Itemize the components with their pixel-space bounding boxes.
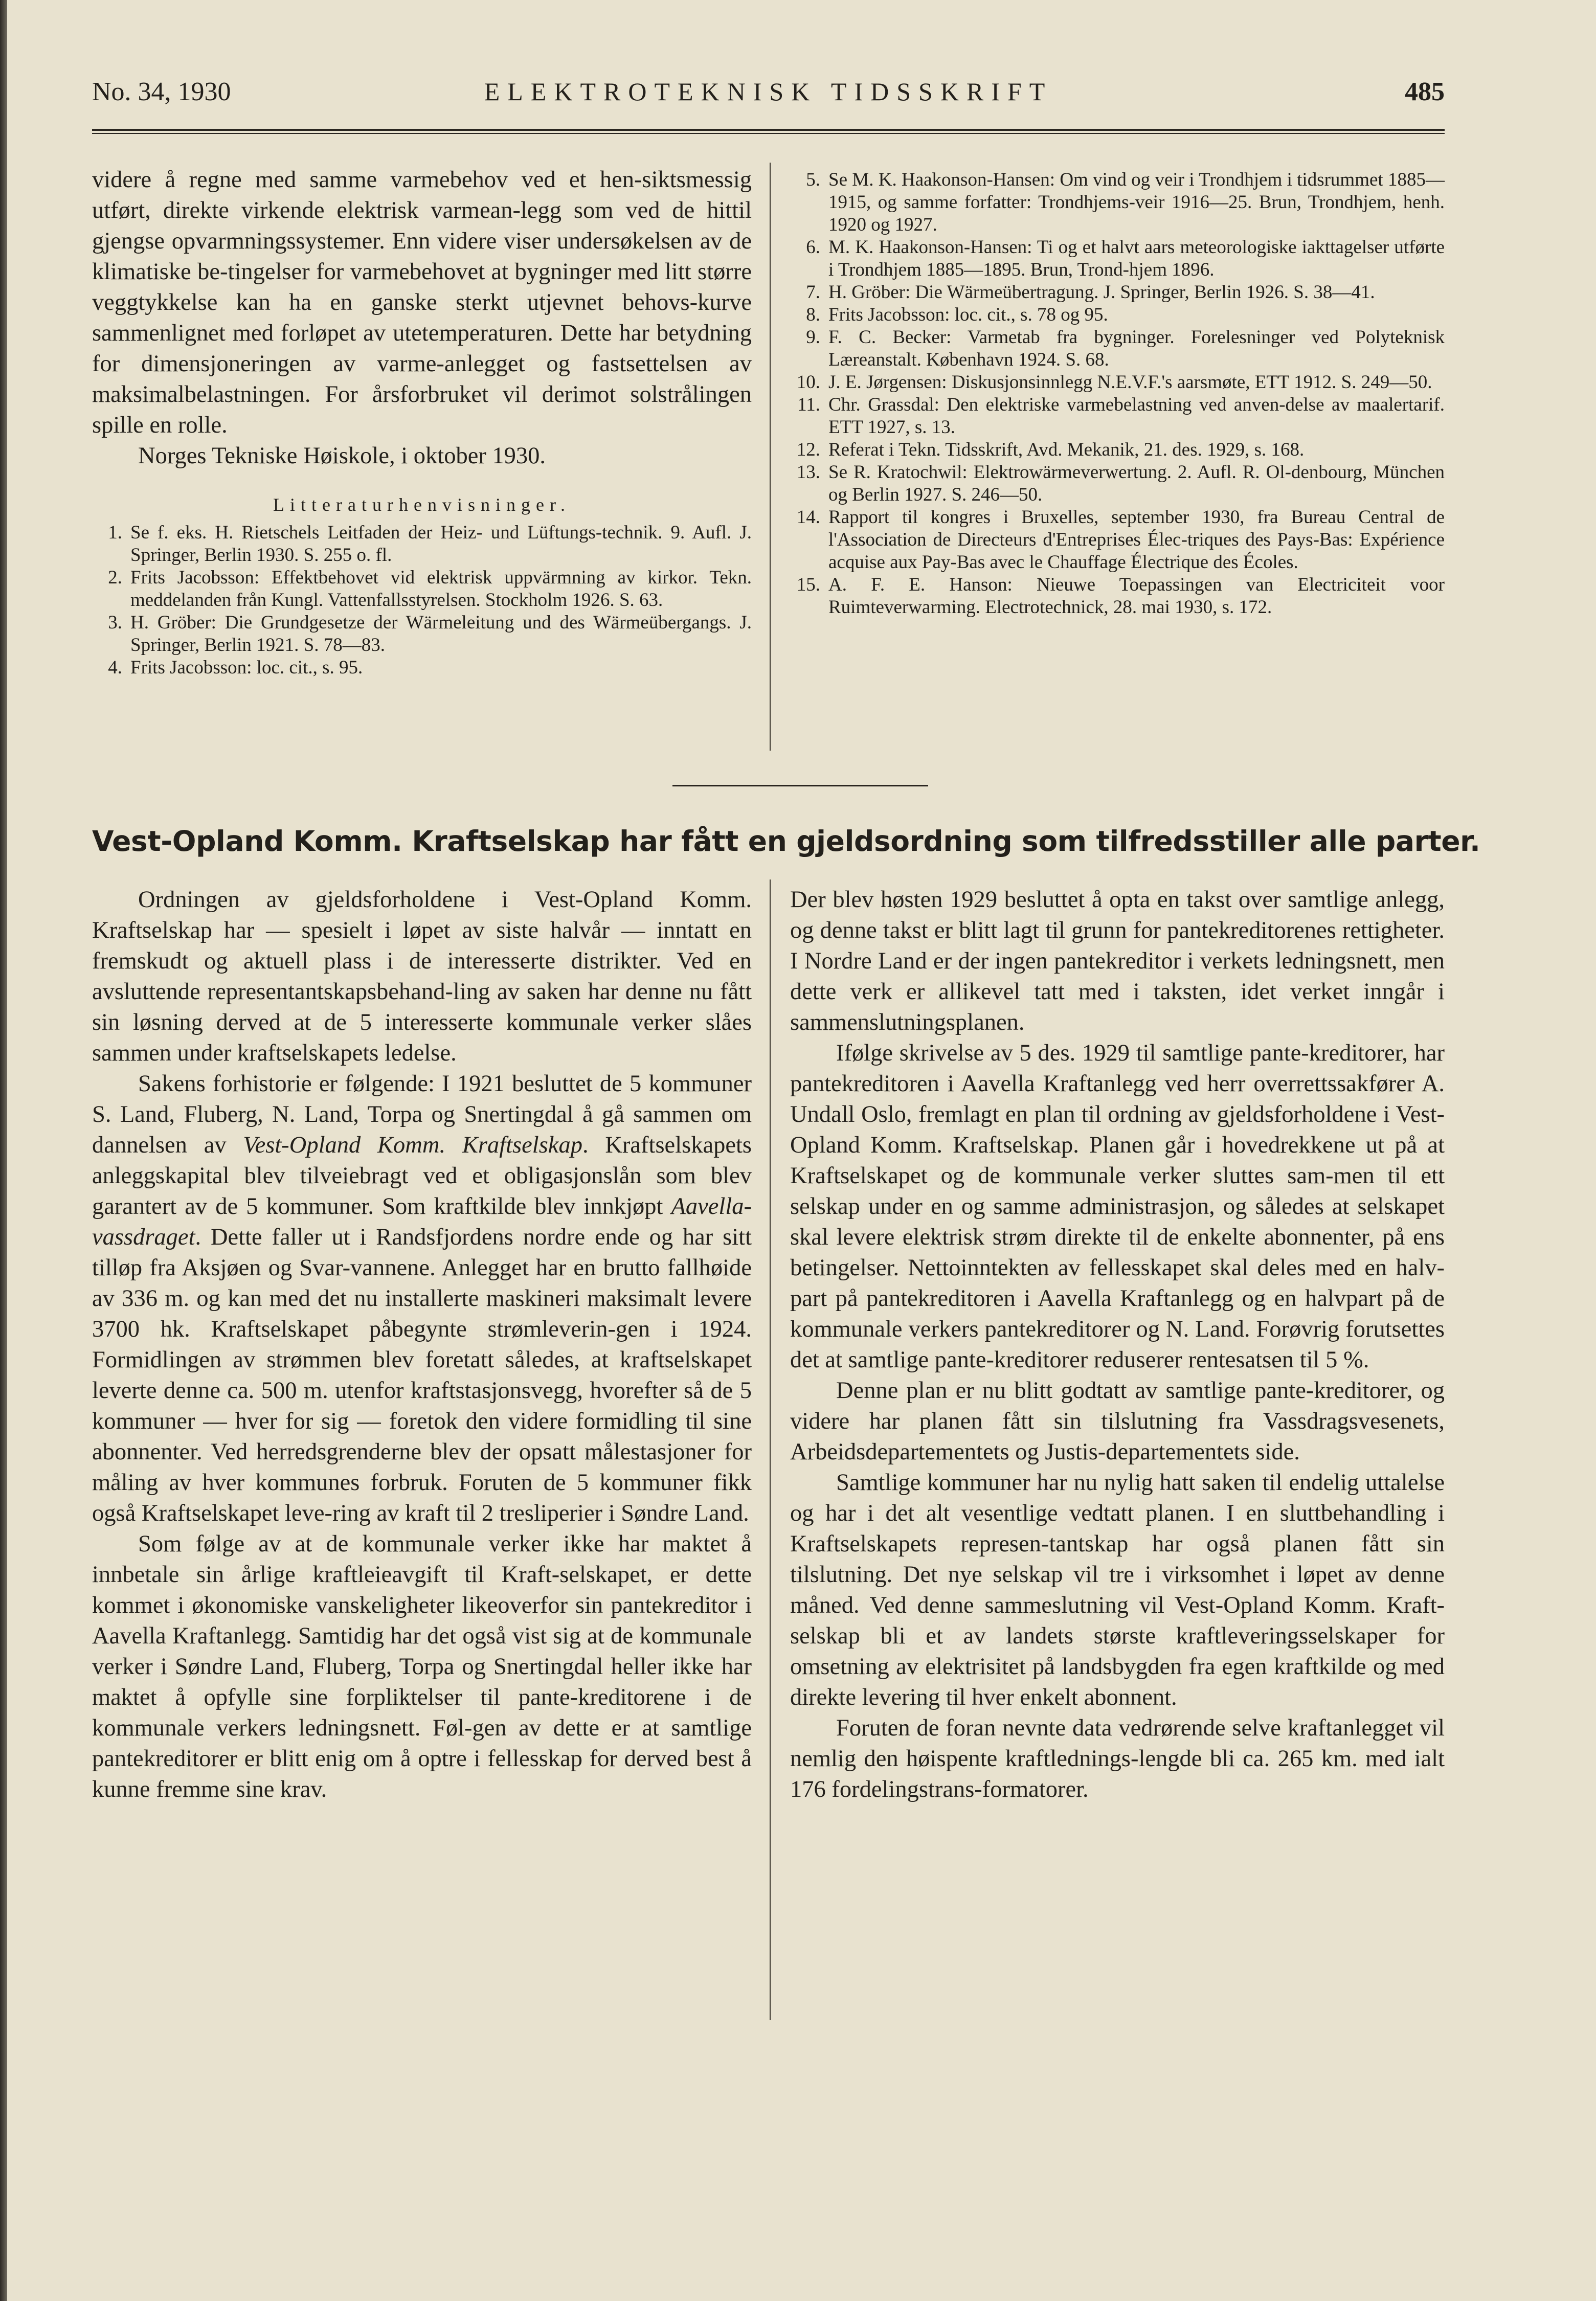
article-headline: Vest-Opland Komm. Kraftselskap har fått en gjeldsordning som tilfredsstiller alle parter. bbox=[92, 825, 1480, 858]
reference-text: Frits Jacobsson: loc. cit., s. 95. bbox=[130, 657, 363, 678]
italic-company-name: Vest-Opland Komm. Kraftselskap bbox=[243, 1132, 582, 1158]
reference-number: 7. bbox=[806, 282, 820, 303]
article-paragraph: Ifølge skrivelse av 5 des. 1929 til samtlige pante-kreditorer, har pantekreditoren i Aavella Kraftanlegg ved herr overrettssakfører A. Undall Oslo, fremlagt en plan til ordning av gjeldsforholdene i Vest-Opland Komm. Kraftselskap. Planen går i hovedrekkene ut på at Kraftselskapet og de kommunale verker sluttes sam-men til ett selskap under en og samme administrasjon, og således at selskapet skal levere elektrisk strøm direkte til de enkelte abonnenter, på ens betingelser. Nettoinntekten av fellesskapet skal deles med en halv-part på pantekreditoren i Aavella Kraftanlegg og en halvpart på de kommunale verkers pantekreditorer og N. Land. Forøvrig forutsettes det at samtlige pante-kreditorer reduserer rentesatsen til 5 %. bbox=[790, 1040, 1445, 1373]
reference-text: Frits Jacobsson: loc. cit., s. 78 og 95. bbox=[828, 304, 1108, 325]
references-list-part-1 bbox=[92, 522, 752, 679]
paragraph-text: Sakens forhistorie er følgende: I 1921 besluttet de 5 kommuner S. Land, Fluberg, N. Land, Torpa og Snertingdal å gå sammen om dannelsen av bbox=[92, 1071, 752, 1158]
reference-text: Se M. K. Haakonson-Hansen: Om vind og veir i Trondhjem i tidsrummet 1885—1915, og samme forfatter: Trondhjems-veir 1916—25. Brun, Trondhjem, henh. 1920 og 1927. bbox=[828, 169, 1445, 235]
reference-number: 12. bbox=[796, 439, 820, 460]
reference-item bbox=[790, 439, 1445, 461]
reference-text: Se R. Kratochwil: Elektrowärmeverwertung. 2. Aufl. R. Ol-denbourg, München og Berlin 1927. S. 246—50. bbox=[828, 462, 1445, 505]
reference-number: 6. bbox=[806, 237, 820, 258]
reference-item bbox=[790, 304, 1445, 326]
article-paragraph: Foruten de foran nevnte data vedrørende selve kraftanlegget vil nemlig den høispente kraftlednings-lengde bli ca. 265 km. med ialt 176 fordelingstrans-formatorer. bbox=[790, 1715, 1445, 1802]
reference-item bbox=[790, 506, 1445, 574]
journal-title: ELEKTROTEKNISK TIDSSKRIFT bbox=[484, 77, 1053, 106]
reference-item bbox=[92, 522, 752, 567]
reference-text: J. E. Jørgensen: Diskusjonsinnlegg N.E.V.F.'s aarsmøte, ETT 1912. S. 249—50. bbox=[828, 372, 1432, 393]
reference-text: Chr. Grassdal: Den elektriske varmebelastning ved anven-delse av maalertarif. ETT 1927, s. 13. bbox=[828, 394, 1445, 438]
reference-number: 1. bbox=[108, 522, 122, 543]
article-paragraph: Denne plan er nu blitt godtatt av samtlige pante-kreditorer, og videre har planen fått sin tilslutning fra Vassdragsvesenets, Arbeidsdepartementets og Justis-departementets side. bbox=[790, 1378, 1445, 1465]
article-left-column bbox=[92, 885, 752, 1805]
reference-item bbox=[790, 326, 1445, 371]
reference-item bbox=[790, 236, 1445, 281]
reference-text: Rapport til kongres i Bruxelles, september 1930, fra Bureau Central de l'Association de Directeurs d'Entreprises Élec-triques des Pays-Bas: Expérience acquise aux Pay-Bas avec le Chauffage Électrique des Écoles. bbox=[828, 507, 1445, 573]
continued-paragraph: videre å regne med samme varmebehov ved et hen-siktsmessig utført, direkte virkende elektrisk varmean-legg som ved de hittil gjengse opvarmningssystemer. Enn videre viser undersøkelsen av de klimatiske be-tingelser for varmebehovet at bygninger med litt større veggtykkelse kan ha en ganske sterkt utjevnet behovs-kurve sammenlignet med forløpet av utetemperaturen. Dette har betydning for dimensjoneringen av varme-anlegget og fastsettelsen av maksimalbelastningen. For årsforbruket vil derimot solstrålingen spille en rolle. bbox=[92, 167, 752, 438]
reference-item bbox=[92, 567, 752, 612]
running-head bbox=[92, 77, 1445, 112]
reference-item bbox=[790, 371, 1445, 394]
reference-item bbox=[790, 169, 1445, 236]
reference-item bbox=[790, 394, 1445, 439]
issue-number: No. 34, 1930 bbox=[92, 77, 231, 106]
page-number: 485 bbox=[1405, 77, 1445, 106]
reference-number: 10. bbox=[796, 372, 820, 393]
reference-number: 5. bbox=[806, 169, 820, 190]
reference-number: 3. bbox=[108, 612, 122, 633]
section-separator-rule bbox=[672, 785, 928, 786]
paragraph-text: . Dette faller ut i Randsfjordens nordre ende og har sitt tilløp fra Aksjøen og Svar-vannene. Anlegget har en brutto fallhøide av 336 m. og kan med det nu installerte maskineri maksimalt levere 3700 hk. Kraftselskapet påbegynte strømleverin-gen i 1924. Formidlingen av strømmen blev foretatt således, at kraftselskapet leverte denne ca. 500 m. utenfor kraftstasjonsvegg, hvorefter så de 5 kommuner — hver for sig — foretok den videre formidling til sine abonnenter. Ved herredsgrenderne blev der opsatt målestasjoner for måling av hver kommunes forbruk. Foruten de 5 kommuner fikk også Kraftselskapet leve-ring av kraft til 2 tresliperier i Søndre Land. bbox=[92, 1224, 752, 1526]
reference-number: 4. bbox=[108, 657, 122, 678]
references-list-part-2 bbox=[790, 169, 1445, 619]
reference-item bbox=[92, 612, 752, 657]
reference-number: 14. bbox=[796, 507, 820, 528]
reference-text: F. C. Becker: Varmetab fra bygninger. Forelesninger ved Polyteknisk Læreanstalt. København 1924. S. 68. bbox=[828, 327, 1445, 370]
top-right-column bbox=[790, 169, 1445, 619]
reference-item bbox=[790, 281, 1445, 304]
reference-number: 9. bbox=[806, 327, 820, 348]
reference-number: 2. bbox=[108, 567, 122, 588]
reference-number: 15. bbox=[796, 574, 820, 595]
page-binding-edge bbox=[0, 0, 7, 2301]
article-paragraph: Som følge av at de kommunale verker ikke har maktet å innbetale sin årlige kraftleieavgift til Kraft-selskapet, er dette kommet i økonomiske vanskeligheter likeoverfor sin pantekreditor i Aavella Kraftanlegg. Samtidig har det også vist sig at de kommunale verker i Søndre Land, Fluberg, Torpa og Snertingdal heller ikke har maktet å opfylle sine forpliktelser til pante-kreditorene i de kommunale verkers ledningsnett. Føl-gen av dette er at samtlige pantekreditorer er blitt enig om å optre i fellesskap for derved best å kunne fremme sine krav. bbox=[92, 1531, 752, 1802]
paragraph-text: . Kraftselskapets anleggskapital blev tilveiebragt ved et obligasjonslån som blev garantert av de 5 kommuner. Som kraftkilde blev innkjøpt bbox=[92, 1132, 752, 1220]
article-paragraph bbox=[92, 1069, 752, 1529]
column-divider-top bbox=[770, 163, 771, 751]
header-rule bbox=[92, 129, 1445, 134]
reference-number: 11. bbox=[797, 394, 820, 415]
article-paragraph: Ordningen av gjeldsforholdene i Vest-Opland Komm. Kraftselskap har — spesielt i løpet av siste halvår — inntatt en fremskudt og aktuell plass i de interesserte distrikter. Ved en avsluttende representantskapsbehand-ling av saken har denne nu fått sin løsning derved at de 5 interesserte kommunale verker slåes sammen under kraftselskapets ledelse. bbox=[92, 887, 752, 1066]
reference-number: 13. bbox=[796, 462, 820, 483]
article-right-column bbox=[790, 885, 1445, 1805]
reference-item bbox=[92, 657, 752, 679]
reference-text: H. Gröber: Die Grundgesetze der Wärmeleitung und des Wärmeübergangs. J. Springer, Berlin 1921. S. 78—83. bbox=[130, 612, 752, 656]
reference-text: Frits Jacobsson: Effektbehovet vid elektrisk uppvärmning av kirkor. Tekn. meddelanden från Kungl. Vattenfallsstyrelsen. Stockholm 1926. S. 63. bbox=[130, 567, 752, 611]
reference-text: A. F. E. Hanson: Nieuwe Toepassingen van Electriciteit voor Ruimteverwarming. Electrotechnick, 28. mai 1930, s. 172. bbox=[828, 574, 1445, 618]
reference-text: M. K. Haakonson-Hansen: Ti og et halvt aars meteorologiske iakttagelser utførte i Trondhjem 1885—1895. Brun, Trond-hjem 1896. bbox=[828, 237, 1445, 280]
reference-item bbox=[790, 461, 1445, 506]
column-divider-bottom bbox=[770, 879, 771, 2020]
top-left-column bbox=[92, 165, 752, 679]
reference-text: Se f. eks. H. Rietschels Leitfaden der Heiz- und Lüftungs-technik. 9. Aufl. J. Springer, Berlin 1930. S. 255 o. fl. bbox=[130, 522, 752, 566]
italic-watercourse-name: Aavella-vassdraget bbox=[92, 1193, 752, 1250]
article-paragraph: Samtlige kommuner har nu nylig hatt saken til endelig uttalelse og har i det alt vesentlige vedtatt planen. I en sluttbehandling i Kraftselskapets represen-tantskap har også planen fått sin tilslutning. Det nye selskap vil tre i virksomhet i løpet av denne måned. Ved denne sammeslutning vil Vest-Opland Komm. Kraft-selskap bli et av landets største kraftleveringsselskaper for omsetning av elektrisitet på landsbygden fra egen kraftkilde og med direkte levering til hver enkelt abonnent. bbox=[790, 1470, 1445, 1710]
article-paragraph: Der blev høsten 1929 besluttet å opta en takst over samtlige anlegg, og denne takst er blitt lagt til grunn for pantekreditorenes rettigheter. I Nordre Land er der ingen pantekreditor i verkets ledningsnett, men dette verk er allikevel tatt med i taksten, idet verket inngår i sammenslutningsplanen. bbox=[790, 887, 1445, 1035]
signature-line: Norges Tekniske Høiskole, i oktober 1930. bbox=[138, 443, 546, 469]
reference-number: 8. bbox=[806, 304, 820, 325]
reference-text: H. Gröber: Die Wärmeübertragung. J. Springer, Berlin 1926. S. 38—41. bbox=[828, 282, 1375, 303]
references-heading: Litteraturhenvisninger. bbox=[273, 494, 571, 515]
reference-item bbox=[790, 574, 1445, 619]
reference-text: Referat i Tekn. Tidsskrift, Avd. Mekanik, 21. des. 1929, s. 168. bbox=[828, 439, 1305, 460]
